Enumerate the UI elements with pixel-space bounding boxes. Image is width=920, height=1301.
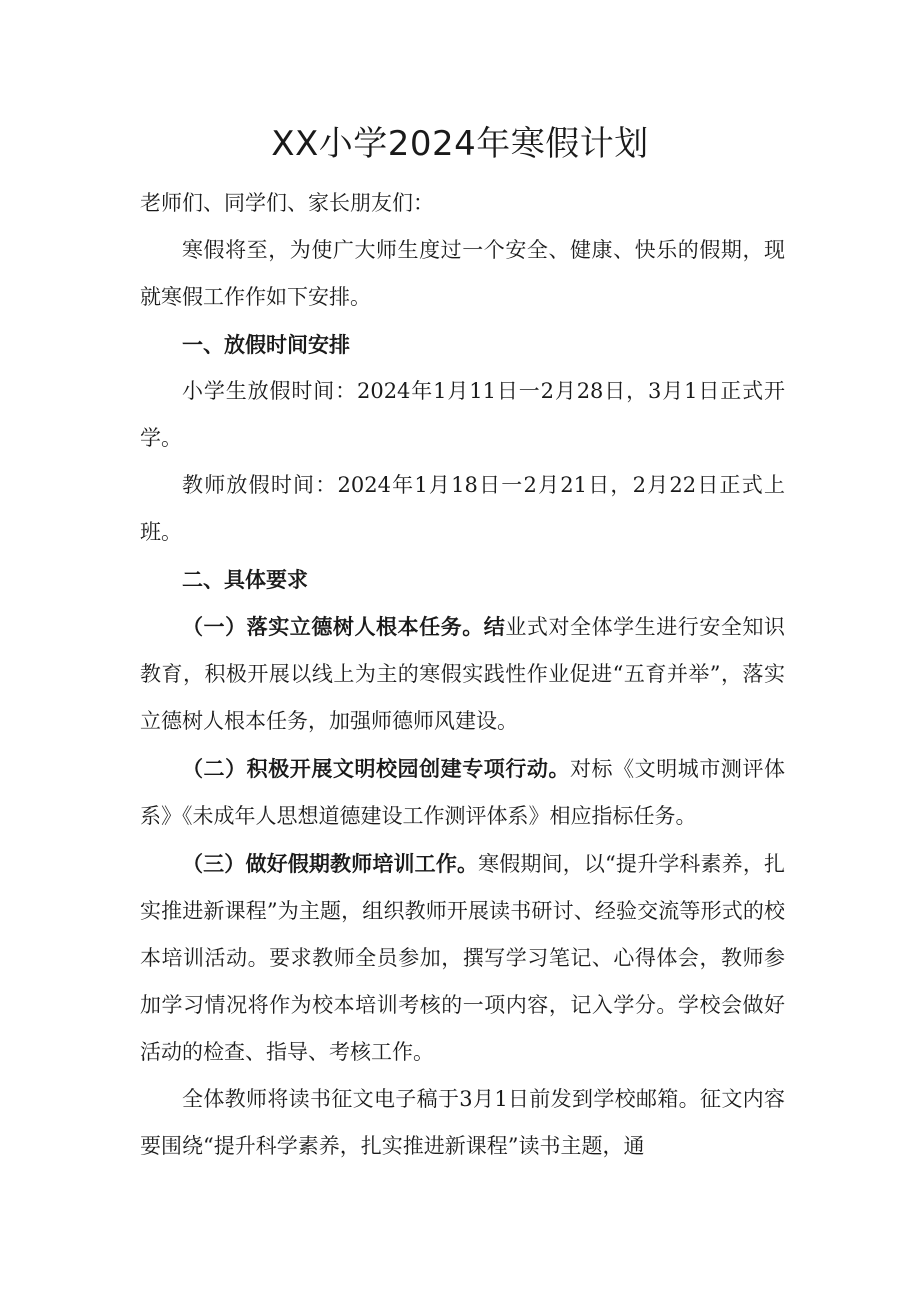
- essay-submission-paragraph: 全体教师将读书征文电子稿于3月1日前发到学校邮箱。征文内容要围绕“提升科学素养，扎实推进新课程”读书主题，通: [140, 1087, 785, 1158]
- requirement-item-1: [140, 603, 785, 745]
- teacher-holiday-paragraph: 教师放假时间：2024年1月18日一2月21日，2月22日正式上班。: [140, 473, 785, 544]
- document-title: XX小学2024年寒假计划: [271, 124, 649, 164]
- section1-heading: 一、放假时间安排: [182, 332, 350, 357]
- document-body: [140, 180, 785, 1170]
- requirement-item-3-text: 寒假期间，以“提升学科素养，扎实推进新课程”为主题，组织教师开展读书研讨、经验交流等形式的校本培训活动。要求教师全员参加，撰写学习笔记、心得体会，教师参加学习情况将作为校本培训考核的一项内容，记入学分。学校会做好活动的检查、指导、考核工作。: [140, 852, 785, 1064]
- requirement-item-3: [140, 840, 785, 1076]
- requirement-item-1-text: 业式对全体学生进行安全知识教育，积极开展以线上为主的寒假实践性作业促进“五育并举”，落实立德树人根本任务，加强师德师风建设。: [140, 615, 786, 733]
- intro-paragraph: 寒假将至，为使广大师生度过一个安全、健康、快乐的假期，现就寒假工作作如下安排。: [140, 238, 785, 309]
- requirement-item-3-lead: （三）做好假期教师培训工作。: [182, 851, 479, 876]
- requirement-item-2-lead: （二）积极开展文明校园创建专项行动。: [182, 756, 570, 781]
- requirement-item-1-lead: （一）落实立德树人根本任务。结: [182, 614, 506, 639]
- section2-heading: 二、具体要求: [182, 567, 308, 592]
- student-holiday-paragraph: 小学生放假时间：2024年1月11日一2月28日，3月1日正式开学。: [140, 379, 785, 450]
- requirement-item-2-text: 对标《文明城市测评体系》《未成年人思想道德建设工作测评体系》相应指标任务。: [140, 757, 785, 828]
- salutation: 老师们、同学们、家长朋友们：: [140, 191, 434, 215]
- requirement-item-2: [140, 745, 785, 840]
